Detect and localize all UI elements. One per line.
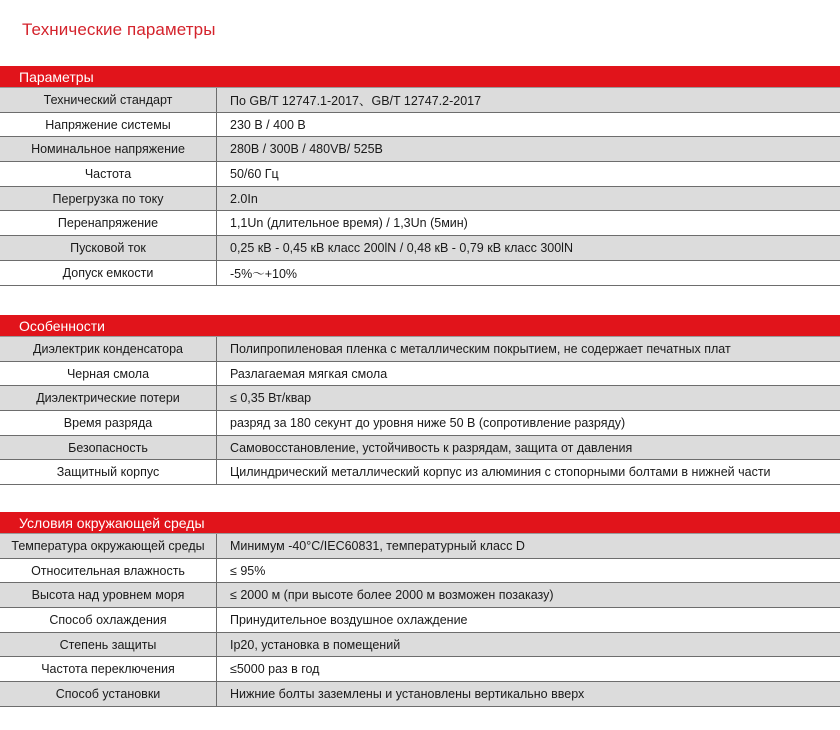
- row-label: Диэлектрические потери: [0, 386, 217, 410]
- row-label: Степень защиты: [0, 633, 217, 657]
- table-row: [0, 460, 840, 485]
- section-parameters: [0, 66, 840, 286]
- row-label: Перенапряжение: [0, 211, 217, 235]
- row-value: ≤ 95%: [230, 563, 266, 578]
- table-row: [0, 337, 840, 362]
- section-features: [0, 315, 840, 485]
- row-value: разряд за 180 секунт до уровня ниже 50 В (сопротивление разряду): [230, 415, 626, 430]
- table-row: [0, 534, 840, 559]
- row-label: Защитный корпус: [0, 460, 217, 484]
- row-value: ≤ 2000 м (при высоте более 2000 м возможен позаказу): [230, 588, 554, 603]
- row-value: Разлагаемая мягкая смола: [230, 366, 388, 381]
- row-label: Технический стандарт: [0, 88, 217, 112]
- row-value: Минимум -40°C/IEC60831, температурный класс D: [230, 538, 525, 553]
- row-value: ≤ 0,35 Вт/квар: [230, 391, 312, 406]
- row-label: Частота переключения: [0, 657, 217, 681]
- row-value: Полипропиленовая пленка с металлическим покрытием, не содержает печатных плат: [230, 341, 731, 356]
- row-value: Нижние болты заземлены и установлены вертикально вверх: [230, 686, 585, 701]
- row-label: Способ установки: [0, 682, 217, 706]
- row-label: Температура окружающей среды: [0, 534, 217, 558]
- row-value: 2.0In: [230, 191, 258, 206]
- table-row: [0, 187, 840, 212]
- row-label: Высота над уровнем моря: [0, 583, 217, 607]
- row-label: Черная смола: [0, 362, 217, 386]
- table-row: [0, 113, 840, 138]
- row-value: -5%～+10%: [230, 266, 298, 281]
- row-label: Номинальное напряжение: [0, 137, 217, 161]
- table-row: [0, 682, 840, 707]
- row-label: Напряжение системы: [0, 113, 217, 137]
- table-row: [0, 436, 840, 461]
- table-row: [0, 386, 840, 411]
- section-header: Условия окружающей среды: [0, 512, 840, 534]
- row-label: Диэлектрик конденсатора: [0, 337, 217, 361]
- row-value: Самовосстановление, устойчивость к разрядам, защита от давления: [230, 440, 633, 455]
- row-label: Время разряда: [0, 411, 217, 435]
- page-title: Технические параметры: [22, 20, 216, 39]
- table-row: [0, 236, 840, 261]
- row-value: Ip20, установка в помещений: [230, 637, 401, 652]
- table-row: [0, 583, 840, 608]
- section-environment: [0, 512, 840, 707]
- row-value: 280В / 300В / 480VВ/ 525В: [230, 142, 383, 157]
- table-row: [0, 657, 840, 682]
- section-header: Особенности: [0, 315, 840, 337]
- table-row: [0, 411, 840, 436]
- table-row: [0, 633, 840, 658]
- section-header: Параметры: [0, 66, 840, 88]
- table-row: [0, 137, 840, 162]
- table-row: [0, 88, 840, 113]
- row-value: 1,1Un (длительное время) / 1,3Un (5мин): [230, 216, 468, 231]
- row-label: Относительная влажность: [0, 559, 217, 583]
- row-value: 230 В / 400 В: [230, 117, 306, 132]
- row-label: Способ охлаждения: [0, 608, 217, 632]
- table-row: [0, 362, 840, 387]
- row-value: По GB/T 12747.1-2017、GB/T 12747.2-2017: [230, 93, 482, 108]
- row-label: Перегрузка по току: [0, 187, 217, 211]
- row-label: Пусковой ток: [0, 236, 217, 260]
- table-row: [0, 608, 840, 633]
- table-row: [0, 559, 840, 584]
- row-value: ≤5000 раз в год: [230, 662, 320, 677]
- row-value: 50/60 Гц: [230, 166, 279, 181]
- row-value: Принудительное воздушное охлаждение: [230, 612, 468, 627]
- row-value: 0,25 кВ - 0,45 кВ класс 200lN / 0,48 кВ - 0,79 кВ класс 300lN: [230, 240, 573, 255]
- row-value: Цилиндрический металлический корпус из алюминия с стопорными болтами в нижней части: [230, 465, 771, 480]
- row-label: Безопасность: [0, 436, 217, 460]
- table-row: [0, 211, 840, 236]
- table-row: [0, 162, 840, 187]
- table-row: [0, 261, 840, 286]
- row-label: Допуск емкости: [0, 261, 217, 285]
- row-label: Частота: [0, 162, 217, 186]
